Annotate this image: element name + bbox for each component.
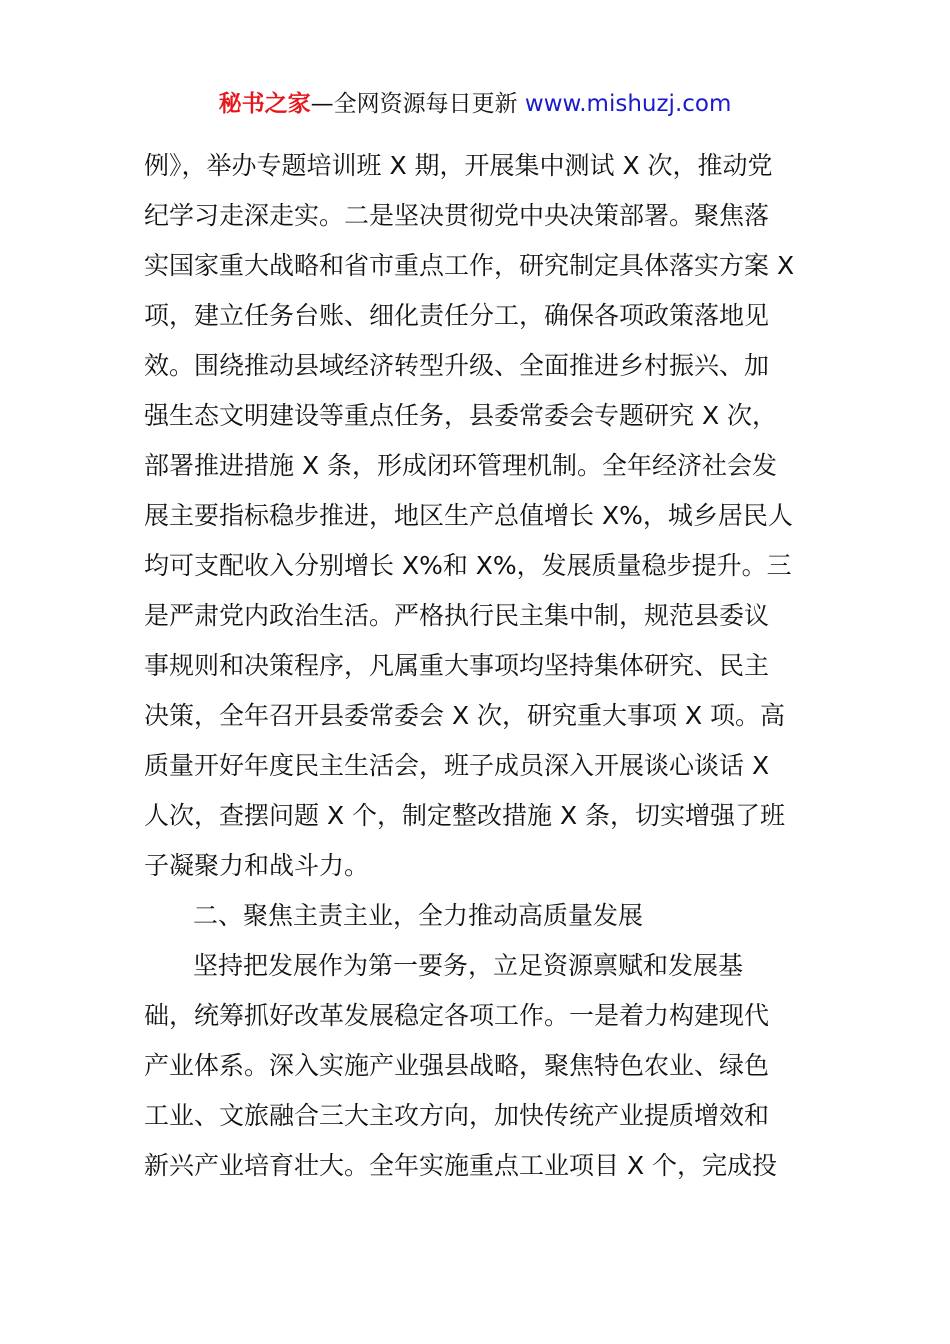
body-line: 产业体系。深入实施产业强县战略，聚焦特色农业、绿色 [144, 1051, 770, 1080]
body-line: 决策，全年召开县委常委会 X 次，研究重大事项 X 项。高 [144, 701, 786, 730]
body-line: 工业、文旅融合三大主攻方向，加快传统产业提质增效和 [144, 1101, 770, 1130]
body-line: 均可支配收入分别增长 X%和 X%，发展质量稳步提升。三 [144, 551, 792, 580]
site-url[interactable]: www.mishuzj.com [524, 91, 732, 117]
page-header [0, 86, 950, 122]
body-line: 人次，查摆问题 X 个，制定整改措施 X 条，切实增强了班 [144, 801, 786, 830]
body-line: 项，建立任务台账、细化责任分工，确保各项政策落地见 [144, 301, 770, 330]
site-tagline: —全网资源每日更新 [310, 91, 525, 117]
body-line: 础，统筹抓好改革发展稳定各项工作。一是着力构建现代 [144, 1001, 770, 1030]
body-line: 新兴产业培育壮大。全年实施重点工业项目 X 个，完成投 [144, 1151, 778, 1180]
body-line: 质量开好年度民主生活会，班子成员深入开展谈心谈话 X [144, 751, 770, 780]
body-line: 强生态文明建设等重点任务，县委常委会专题研究 X 次， [144, 401, 778, 430]
body-line: 纪学习走深走实。二是坚决贯彻党中央决策部署。聚焦落 [144, 201, 770, 230]
body-line: 子凝聚力和战斗力。 [144, 851, 370, 880]
body-line: 例》，举办专题培训班 X 期，开展集中测试 X 次，推动党 [144, 151, 773, 180]
body-line: 事规则和决策程序，凡属重大事项均坚持集体研究、民主 [144, 651, 770, 680]
site-brand: 秘书之家 [218, 91, 311, 117]
paragraph-first-line: 坚持把发展作为第一要务，立足资源禀赋和发展基 [193, 951, 744, 980]
body-line: 展主要指标稳步推进，地区生产总值增长 X%，城乡居民人 [144, 501, 793, 530]
body-line: 部署推进措施 X 条，形成闭环管理机制。全年经济社会发 [144, 451, 778, 480]
body-line: 是严肃党内政治生活。严格执行民主集中制，规范县委议 [144, 601, 770, 630]
document-body [144, 146, 808, 1196]
body-line: 效。围绕推动县域经济转型升级、全面推进乡村振兴、加 [144, 351, 770, 380]
section-heading: 二、聚焦主责主业，全力推动高质量发展 [193, 901, 644, 930]
body-line: 实国家重大战略和省市重点工作，研究制定具体落实方案 X [144, 251, 795, 280]
